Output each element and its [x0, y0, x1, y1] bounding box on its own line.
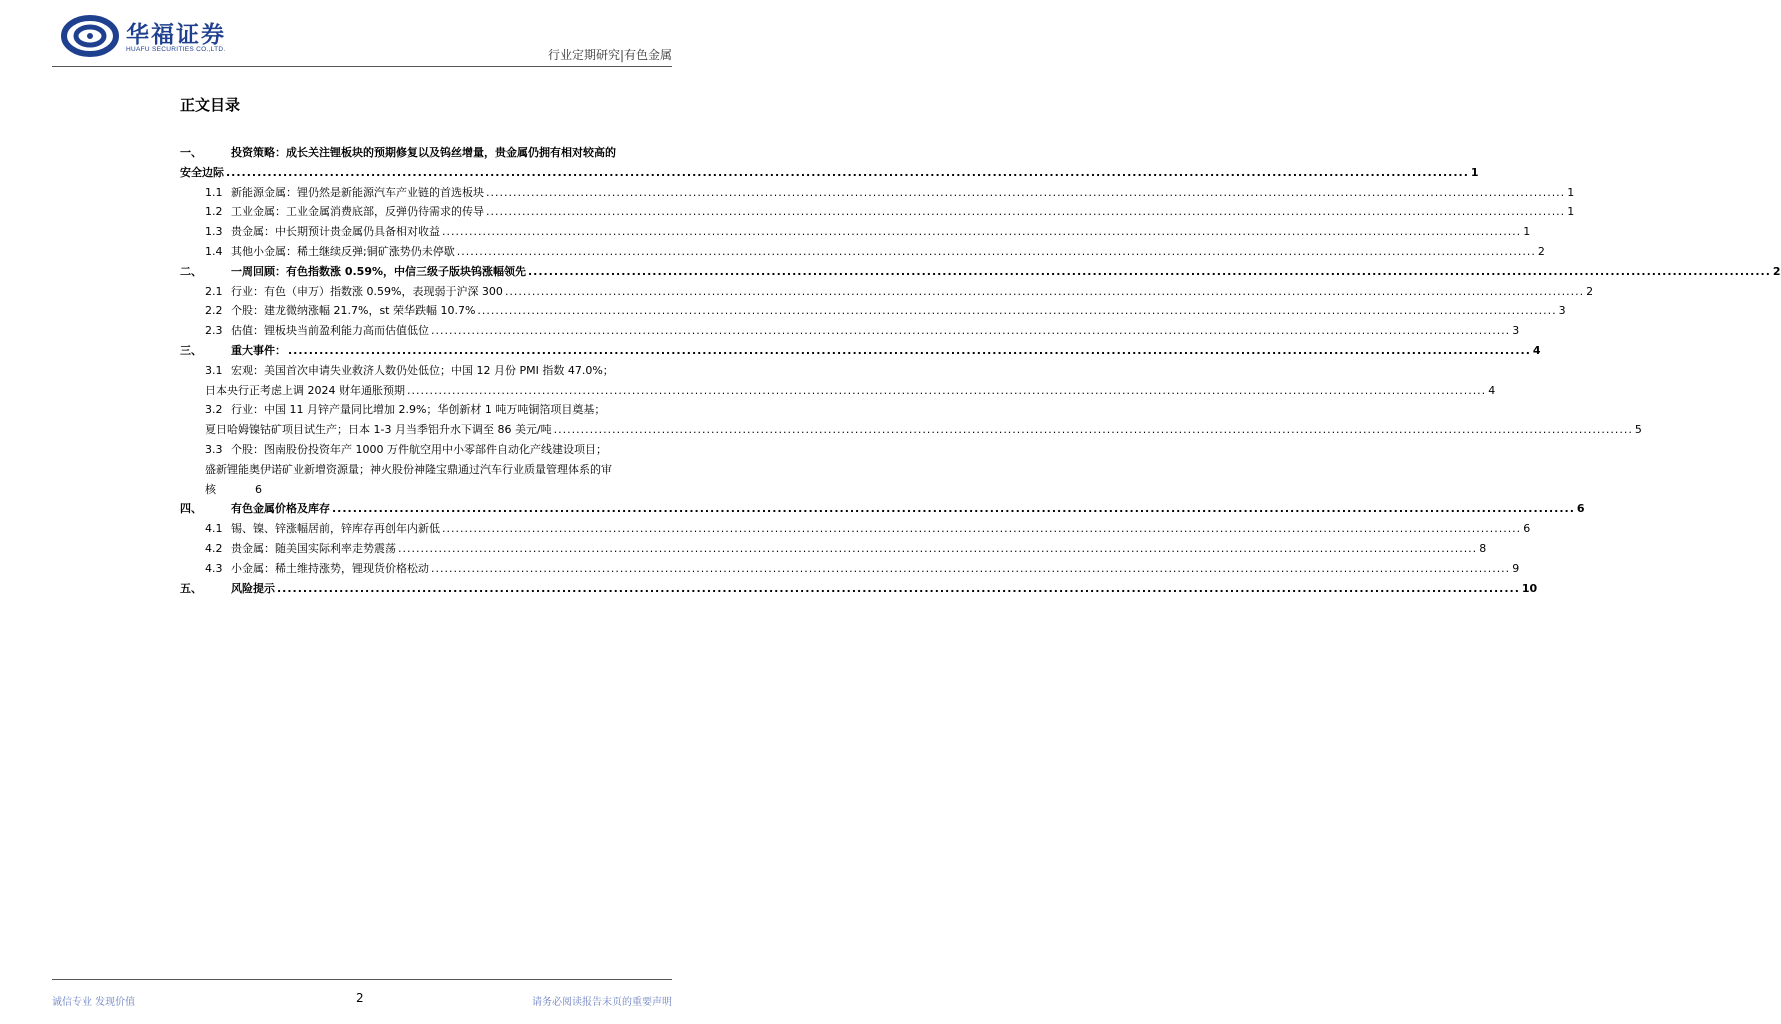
logo-english-name: HUAFU SECURITIES CO.,LTD. — [126, 46, 226, 53]
toc-leader — [457, 242, 1536, 262]
toc-text: 宏观：美国首次申请失业救济人数仍处低位；中国 12 月份 PMI 指数 47.0%； — [231, 363, 614, 377]
toc-entry-4-1[interactable] — [180, 519, 1531, 539]
toc-text: 安全边际 — [180, 165, 224, 179]
toc-entry-1[interactable] — [180, 143, 670, 163]
page-number: 2 — [356, 991, 364, 1005]
toc-entry-2[interactable] — [180, 262, 1781, 282]
toc-page: 3 — [1512, 324, 1520, 338]
toc-number: 2.1 — [205, 284, 223, 298]
toc-text: 其他小金属：稀土继续反弹;铜矿涨势仍未停歇 — [231, 244, 455, 258]
toc-page: 1 — [1470, 165, 1479, 179]
toc-leader — [398, 539, 1477, 559]
toc-entry-3-3-cont2[interactable] — [180, 480, 670, 500]
toc-leader — [226, 163, 1469, 183]
toc-entry-3-2[interactable] — [180, 400, 670, 420]
toc-text: 夏日哈姆镍钴矿项目试生产；日本 1-3 月当季铝升水下调至 86 美元/吨 — [205, 423, 552, 437]
toc-leader — [554, 420, 1633, 440]
footer-disclaimer: 请务必阅读报告末页的重要声明 — [532, 997, 672, 1008]
toc-leader — [277, 579, 1520, 599]
toc-page: 10 — [1521, 581, 1538, 595]
toc-leader — [407, 381, 1486, 401]
toc-text: 核 — [205, 482, 216, 496]
toc-page: 2 — [1586, 284, 1594, 298]
toc-page: 4 — [1488, 383, 1496, 397]
toc-entry-2-2[interactable] — [180, 301, 1566, 321]
toc-number: 3.3 — [205, 442, 223, 456]
toc-number: 4.2 — [205, 541, 223, 555]
toc-entry-4-2[interactable] — [180, 539, 1487, 559]
toc-entry-2-1[interactable] — [180, 282, 1594, 302]
toc-leader — [431, 559, 1510, 579]
toc-number: 五、 — [180, 581, 202, 595]
toc-leader — [477, 301, 1556, 321]
toc-page: 2 — [1537, 244, 1545, 258]
toc-entry-3-3[interactable] — [180, 440, 670, 460]
toc-text: 日本央行正考虑上调 2024 财年通胀预期 — [205, 383, 405, 397]
toc-text: 重大事件： — [231, 343, 286, 357]
toc-leader — [442, 222, 1521, 242]
toc-text: 工业金属：工业金属消费底部，反弹仍待需求的传导 — [231, 205, 484, 219]
toc-leader — [486, 202, 1565, 222]
toc-number: 二、 — [180, 264, 202, 278]
toc-number: 1.2 — [205, 205, 223, 219]
logo-emblem-icon — [62, 14, 120, 58]
toc-text: 有色金属价格及库存 — [231, 502, 330, 516]
toc-text: 投资策略：成长关注锂板块的预期修复以及钨丝增量，贵金属仍拥有相对较高的 — [231, 146, 616, 159]
toc-number: 1.1 — [205, 185, 223, 199]
logo-chinese-name: 华福证券 — [126, 21, 226, 48]
toc-entry-1-cont[interactable] — [180, 163, 1479, 183]
toc-text: 锡、镍、锌涨幅居前，锌库存再创年内新低 — [231, 522, 440, 536]
toc-number: 4.3 — [205, 561, 223, 575]
toc-number: 四、 — [180, 502, 202, 516]
toc-leader — [288, 341, 1531, 361]
toc-entry-3-3-cont[interactable] — [180, 460, 670, 480]
toc-leader — [332, 499, 1575, 519]
toc-entry-2-3[interactable] — [180, 321, 1520, 341]
report-category: 行业定期研究|有色金属 — [547, 48, 672, 62]
toc-number: 三、 — [180, 343, 202, 357]
toc-page: 4 — [1532, 343, 1541, 357]
toc-leader — [431, 321, 1510, 341]
toc-text: 行业：中国 11 月锌产量同比增加 2.9%；华创新材 1 吨万吨铜箔项目奠基； — [231, 403, 606, 417]
toc-number: 1.4 — [205, 244, 223, 258]
toc-page: 5 — [1634, 423, 1642, 437]
toc-entry-3-1-cont[interactable] — [180, 381, 1496, 401]
toc-page: 2 — [1772, 264, 1781, 278]
toc-number: 2.3 — [205, 324, 223, 338]
toc-text: 风险提示 — [231, 581, 275, 595]
toc-text: 贵金属：随美国实际利率走势震荡 — [231, 541, 396, 555]
table-of-contents — [180, 143, 1781, 598]
toc-leader — [505, 282, 1584, 302]
toc-page: 8 — [1479, 541, 1487, 555]
toc-text: 盛新锂能奥伊诺矿业新增资源量；神火股份神隆宝鼎通过汽车行业质量管理体系的审 — [205, 462, 612, 476]
toc-leader — [486, 183, 1565, 203]
toc-number: 3.1 — [205, 363, 223, 377]
toc-number: 1.3 — [205, 225, 223, 239]
toc-text: 行业：有色（申万）指数涨 0.59%，表现弱于沪深 300 — [231, 284, 503, 298]
toc-text: 个股：图南股份投资年产 1000 万件航空用中小零部件自动化产线建设项目； — [231, 442, 607, 456]
toc-text: 一周回顾：有色指数涨 0.59%，中信三级子版块钨涨幅领先 — [231, 264, 526, 278]
company-logo — [62, 14, 242, 58]
toc-number: 3.2 — [205, 403, 223, 417]
toc-page: 6 — [255, 482, 262, 496]
toc-number: 2.2 — [205, 304, 223, 318]
toc-entry-1-4[interactable] — [180, 242, 1545, 262]
toc-number: 一、 — [180, 146, 202, 159]
toc-text: 贵金属：中长期预计贵金属仍具备相对收益 — [231, 225, 440, 239]
toc-leader — [442, 519, 1521, 539]
toc-page: 9 — [1512, 561, 1520, 575]
toc-entry-3-2-cont[interactable] — [180, 420, 1642, 440]
toc-number: 4.1 — [205, 522, 223, 536]
toc-text: 个股：建龙微纳涨幅 21.7%，st 荣华跌幅 10.7% — [231, 304, 476, 318]
toc-entry-4[interactable] — [180, 499, 1585, 519]
toc-page: 6 — [1576, 502, 1585, 516]
footer-slogan: 诚信专业 发现价值 — [52, 997, 136, 1008]
toc-entry-1-2[interactable] — [180, 202, 1575, 222]
toc-text: 小金属：稀土维持涨势，锂现货价格松动 — [231, 561, 429, 575]
toc-page: 3 — [1558, 304, 1566, 318]
toc-entry-4-3[interactable] — [180, 559, 1520, 579]
toc-leader — [528, 262, 1771, 282]
toc-title: 正文目录 — [180, 96, 241, 114]
toc-page: 1 — [1567, 185, 1575, 199]
toc-page: 6 — [1523, 522, 1531, 536]
header-divider — [52, 66, 672, 67]
toc-entry-1-1[interactable] — [180, 183, 1575, 203]
toc-page: 1 — [1523, 225, 1531, 239]
toc-text: 新能源金属：锂仍然是新能源汽车产业链的首选板块 — [231, 185, 484, 199]
toc-page: 1 — [1567, 205, 1575, 219]
footer-divider — [52, 979, 672, 980]
page-header — [0, 0, 724, 70]
toc-text: 估值：锂板块当前盈利能力高而估值低位 — [231, 324, 429, 338]
toc-entry-3[interactable] — [180, 341, 1541, 361]
toc-entry-3-1[interactable] — [180, 361, 670, 381]
toc-entry-1-3[interactable] — [180, 222, 1531, 242]
toc-entry-5[interactable] — [180, 579, 1538, 599]
